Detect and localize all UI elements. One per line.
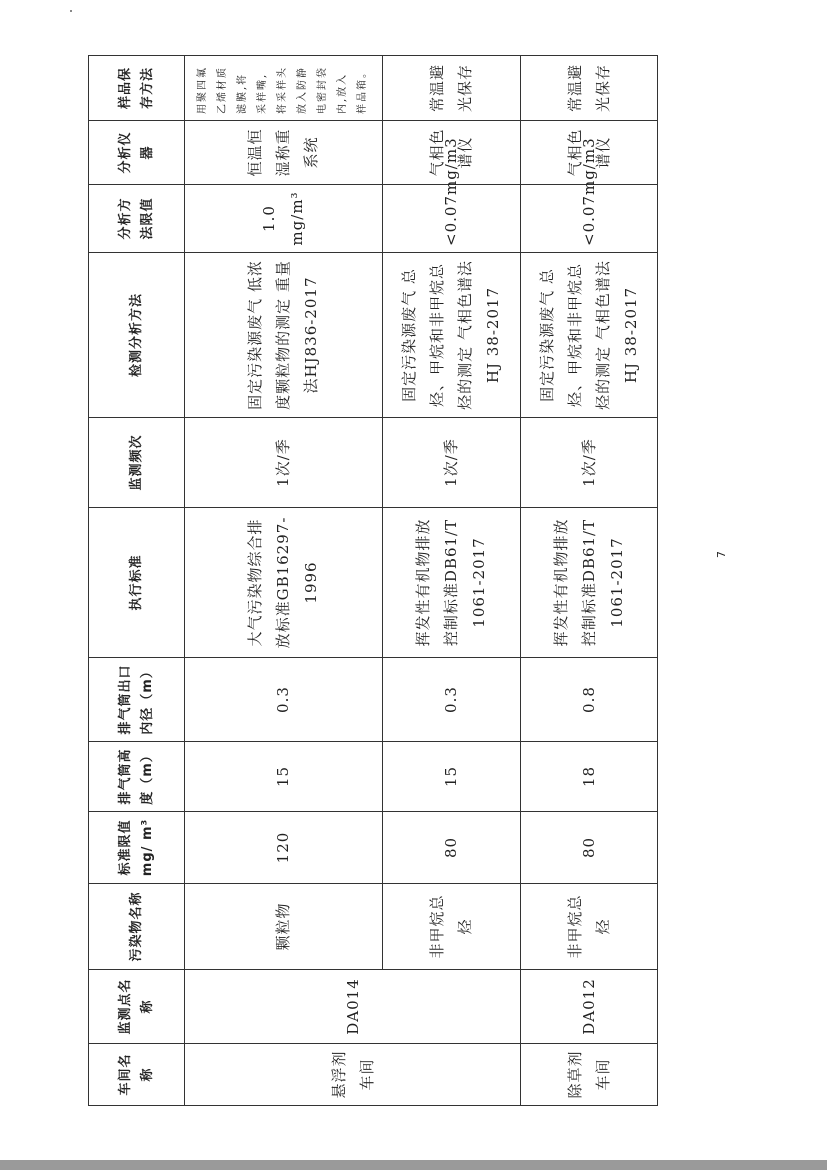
cell-diameter: 0.3 xyxy=(382,658,521,742)
scan-speck xyxy=(70,10,72,12)
header-workshop: 车间名称 xyxy=(89,1044,185,1106)
cell-instrument: 气相色谱仪 xyxy=(382,121,521,185)
table-row xyxy=(521,56,658,1106)
cell-mdl: <0.07mg/m3 xyxy=(382,185,521,253)
cell-point: DA014 xyxy=(185,970,521,1044)
cell-height: 18 xyxy=(521,742,658,812)
table-row xyxy=(185,56,382,1106)
cell-point: DA012 xyxy=(521,970,658,1044)
cell-standard: 挥发性有机物排放控制标准DB61/T 1061-2017 xyxy=(521,508,658,658)
cell-limit: 120 xyxy=(185,812,382,884)
header-diameter: 排气筒出口内径（m） xyxy=(89,658,185,742)
cell-height: 15 xyxy=(382,742,521,812)
cell-method: 固定污染源废气 总烃、甲烷和非甲烷总烃的测定 气相色谱法 HJ 38-2017 xyxy=(382,253,521,418)
cell-standard: 大气污染物综合排放标准GB16297-1996 xyxy=(185,508,382,658)
header-height: 排气筒高度（m） xyxy=(89,742,185,812)
rotated-table xyxy=(88,56,658,1106)
cell-instrument: 恒温恒湿称重系统 xyxy=(185,121,382,185)
cell-method: 固定污染源废气 总烃、甲烷和非甲烷总烃的测定 气相色谱法 HJ 38-2017 xyxy=(521,253,658,418)
scan-bottom-edge xyxy=(0,1160,827,1170)
cell-standard: 挥发性有机物排放控制标准DB61/T 1061-2017 xyxy=(382,508,521,658)
cell-diameter: 0.8 xyxy=(521,658,658,742)
header-instrument: 分析仪器 xyxy=(89,121,185,185)
cell-diameter: 0.3 xyxy=(185,658,382,742)
cell-storage: 用聚四氟乙烯材质滤膜,将采样嘴,将采样头放入防静电密封袋内,放入样品箱。 xyxy=(185,56,382,121)
cell-pollutant: 颗粒物 xyxy=(185,884,382,970)
cell-limit: 80 xyxy=(521,812,658,884)
header-row xyxy=(89,56,185,1106)
cell-limit: 80 xyxy=(382,812,521,884)
monitoring-table-wrapper xyxy=(88,56,658,1106)
monitoring-table xyxy=(88,55,658,1106)
header-storage: 样品保存方法 xyxy=(89,56,185,121)
cell-workshop: 悬浮剂车间 xyxy=(185,1044,521,1106)
cell-storage: 常温避光保存 xyxy=(521,56,658,121)
cell-mdl: 1.0 mg/m³ xyxy=(185,185,382,253)
header-limit: 标准限值mg/ m³ xyxy=(89,812,185,884)
cell-pollutant: 非甲烷总烃 xyxy=(521,884,658,970)
cell-freq: 1次/季 xyxy=(521,418,658,508)
cell-pollutant: 非甲烷总烃 xyxy=(382,884,521,970)
cell-freq: 1次/季 xyxy=(185,418,382,508)
header-freq: 监测频次 xyxy=(89,418,185,508)
header-pollutant: 污染物名称 xyxy=(89,884,185,970)
cell-freq: 1次/季 xyxy=(382,418,521,508)
cell-instrument: 气相色谱仪 xyxy=(521,121,658,185)
page-number: 7 xyxy=(715,551,728,558)
cell-height: 15 xyxy=(185,742,382,812)
header-point: 监测点名称 xyxy=(89,970,185,1044)
header-method: 检测分析方法 xyxy=(89,253,185,418)
cell-workshop: 除草剂车间 xyxy=(521,1044,658,1106)
cell-method: 固定污染源废气 低浓度颗粒物的测定 重量法HJ836-2017 xyxy=(185,253,382,418)
table-row xyxy=(382,56,521,1106)
cell-storage: 常温避光保存 xyxy=(382,56,521,121)
header-mdl: 分析方法限值 xyxy=(89,185,185,253)
cell-mdl: <0.07mg/m3 xyxy=(521,185,658,253)
header-standard: 执行标准 xyxy=(89,508,185,658)
